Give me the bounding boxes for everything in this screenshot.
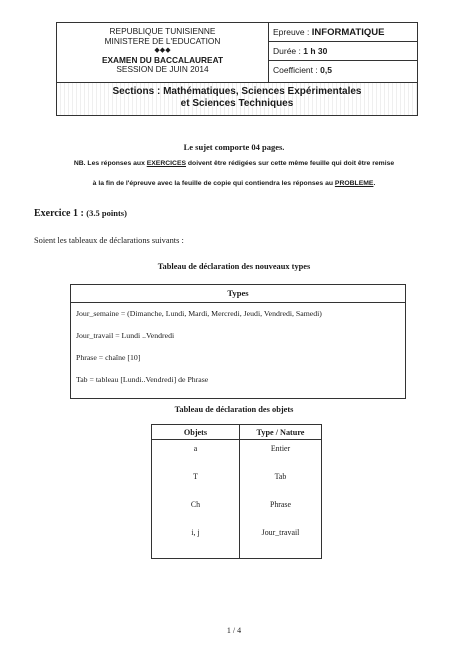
- exercise-title: [34, 208, 127, 219]
- exercise-points: (3.5 points): [86, 208, 127, 218]
- exercise-intro: Soient les tableaux de déclarations suivants :: [34, 236, 184, 245]
- sections-line-2: et Sciences Techniques: [180, 98, 294, 109]
- object-type: Jour_travail: [240, 524, 322, 559]
- types-header: Types: [71, 285, 405, 303]
- exam-header: [56, 22, 418, 116]
- table-row: [152, 440, 322, 469]
- object-name: Ch: [152, 496, 240, 524]
- page-count-note: Le sujet comporte 04 pages.: [183, 142, 285, 152]
- exercise-label: Exercice 1 :: [34, 208, 84, 219]
- duree-row: [269, 42, 417, 61]
- nb-middle: doivent être rédigées sur cette même feuille qui doit être remise: [186, 160, 395, 167]
- republic-line: REPUBLIQUE TUNISIENNE: [109, 26, 216, 36]
- exam-line: EXAMEN DU BACCALAUREAT: [101, 54, 224, 65]
- type-row: Jour_travail = Lundi ..Vendredi: [76, 331, 175, 340]
- nb-note-line-2: [0, 180, 468, 187]
- ministry-line: MINISTERE DE L'EDUCATION: [104, 35, 221, 46]
- sections-line-1: Sections : Mathématiques, Sciences Expérimentales: [112, 86, 362, 97]
- objects-table-caption: Tableau de déclaration des objets: [174, 405, 294, 414]
- object-type: Tab: [240, 468, 322, 496]
- type-row: Tab = tableau [Lundi..Vendredi] de Phrase: [76, 375, 209, 384]
- object-name: T: [152, 468, 240, 496]
- objects-table: [151, 424, 322, 559]
- table-row: [152, 524, 322, 559]
- object-type: Phrase: [240, 496, 322, 524]
- object-name: i, j: [152, 524, 240, 559]
- duree-label: Durée :: [273, 46, 301, 56]
- exam-info-block: [269, 23, 417, 82]
- nb-prefix: NB. Les réponses aux: [73, 160, 147, 167]
- nb-line2-suffix: .: [373, 180, 376, 187]
- page-number: 1 / 4: [226, 626, 242, 635]
- duree-value: 1 h 30: [303, 46, 328, 56]
- epreuve-label: Epreuve :: [273, 27, 310, 37]
- coefficient-value: 0,5: [320, 65, 332, 75]
- objets-header: Objets: [152, 425, 240, 440]
- ministry-block: [57, 23, 269, 82]
- type-row: Phrase = chaîne [10]: [76, 353, 141, 362]
- table-row: [152, 468, 322, 496]
- ornament-line: ◆◆◆: [154, 47, 171, 55]
- coefficient-label: Coefficient :: [273, 65, 318, 75]
- coefficient-row: [269, 61, 417, 80]
- type-nature-header: Type / Nature: [240, 425, 322, 440]
- session-line: SESSION DE JUIN 2014: [116, 64, 209, 75]
- object-name: a: [152, 440, 240, 469]
- epreuve-row: [269, 23, 417, 42]
- nb-note-line-1: [0, 160, 468, 167]
- type-row: Jour_semaine = (Dimanche, Lundi, Mardi, Mercredi, Jeudi, Vendredi, Samedi): [76, 309, 322, 318]
- object-type: Entier: [240, 440, 322, 469]
- nb-line2-prefix: à la fin de l'épreuve avec la feuille de copie qui contiendra les réponses au: [92, 180, 335, 187]
- nb-probleme: PROBLEME: [334, 180, 374, 187]
- nb-exercices: EXERCICES: [146, 160, 187, 167]
- types-table: [70, 284, 406, 399]
- types-table-caption: Tableau de déclaration des nouveaux types: [157, 262, 311, 271]
- epreuve-value: INFORMATIQUE: [311, 27, 385, 38]
- sections-banner: [57, 82, 417, 115]
- table-row: [152, 496, 322, 524]
- objects-header-row: [152, 425, 322, 440]
